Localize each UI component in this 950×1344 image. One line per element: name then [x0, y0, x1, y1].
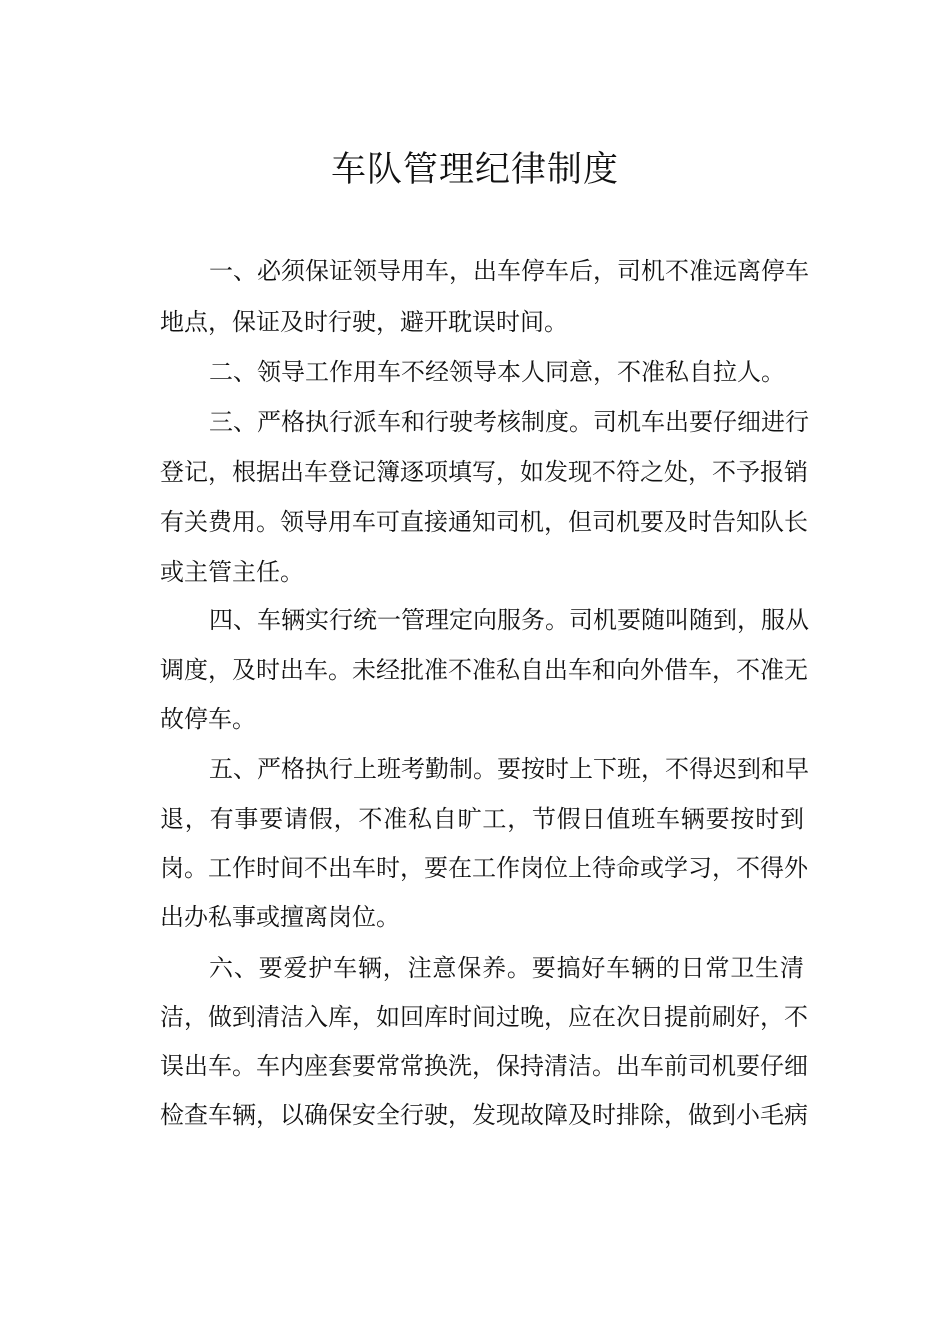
paragraph-1-line-2: 地点，保证及时行驶，避开耽误时间。 — [160, 308, 568, 336]
paragraph-4-line-2: 调度，及时出车。未经批准不准私自出车和向外借车，不准无 — [160, 656, 808, 684]
paragraph-4-line-3: 故停车。 — [160, 705, 256, 733]
paragraph-5-line-2: 退，有事要请假，不准私自旷工，节假日值班车辆要按时到 — [160, 805, 804, 833]
paragraph-4-line-1: 四、车辆实行统一管理定向服务。司机要随叫随到，服从 — [209, 606, 809, 634]
paragraph-3-line-3: 有关费用。领导用车可直接通知司机，但司机要及时告知队长 — [160, 508, 808, 536]
paragraph-6-line-3: 误出车。车内座套要常常换洗，保持清洁。出车前司机要仔细 — [160, 1052, 808, 1080]
paragraph-3-line-2: 登记，根据出车登记簿逐项填写，如发现不符之处，不予报销 — [160, 458, 808, 486]
paragraph-5-line-3: 岗。工作时间不出车时，要在工作岗位上待命或学习，不得外 — [160, 854, 808, 882]
paragraph-6-line-1: 六、要爱护车辆，注意保养。要搞好车辆的日常卫生清 — [209, 954, 804, 982]
paragraph-6-line-4: 检查车辆，以确保安全行驶，发现故障及时排除，做到小毛病 — [160, 1101, 808, 1129]
paragraph-6-line-2: 洁，做到清洁入库，如回库时间过晚，应在次日提前刷好，不 — [160, 1003, 808, 1031]
paragraph-3-line-4: 或主管主任。 — [160, 558, 304, 586]
document-title: 车队管理纪律制度 — [330, 150, 619, 190]
paragraph-3-line-1: 三、严格执行派车和行驶考核制度。司机车出要仔细进行 — [209, 408, 809, 436]
paragraph-1-line-1: 一、必须保证领导用车，出车停车后，司机不准远离停车 — [209, 257, 809, 285]
paragraph-5-line-4: 出办私事或擅离岗位。 — [160, 903, 400, 931]
paragraph-5-line-1: 五、严格执行上班考勤制。要按时上下班，不得迟到和早 — [209, 755, 809, 783]
paragraph-2-line-1: 二、领导工作用车不经领导本人同意，不准私自拉人。 — [209, 358, 785, 386]
